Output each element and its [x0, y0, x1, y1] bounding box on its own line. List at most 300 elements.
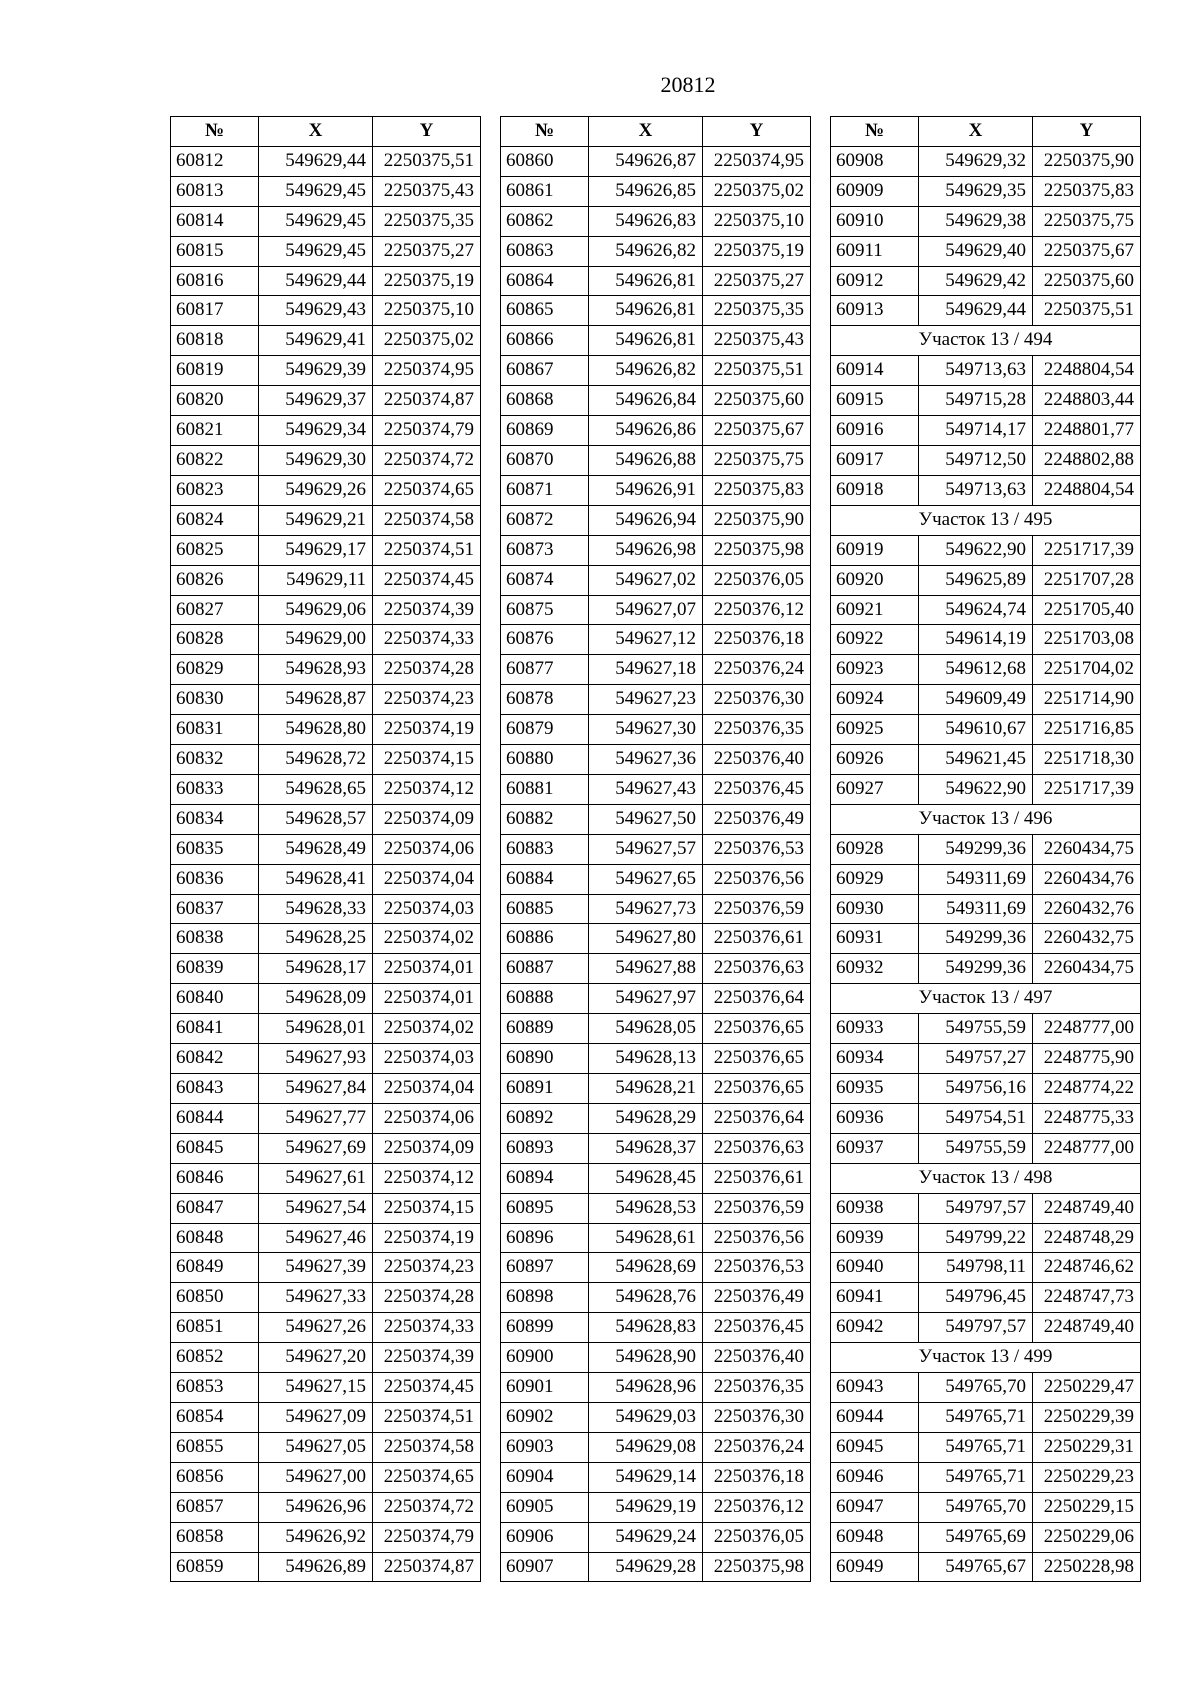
y-coordinate: 2250376,63 [703, 1133, 811, 1163]
y-coordinate: 2250376,64 [703, 1103, 811, 1133]
section-title: Участок 13 / 494 [831, 326, 1141, 356]
y-coordinate: 2251717,39 [1033, 535, 1141, 565]
y-coordinate: 2250375,35 [373, 206, 481, 236]
table-row [171, 326, 481, 356]
point-number: 60932 [831, 954, 919, 984]
x-coordinate: 549622,90 [919, 774, 1033, 804]
y-coordinate: 2248747,73 [1033, 1283, 1141, 1313]
point-number: 60840 [171, 984, 259, 1014]
point-number: 60824 [171, 505, 259, 535]
table-row [831, 535, 1141, 565]
table-row [171, 236, 481, 266]
x-coordinate: 549628,17 [259, 954, 373, 984]
x-coordinate: 549311,69 [919, 894, 1033, 924]
table-row [831, 745, 1141, 775]
y-coordinate: 2250374,79 [373, 416, 481, 446]
y-coordinate: 2250376,59 [703, 1193, 811, 1223]
header-x: X [259, 117, 373, 147]
section-row [831, 505, 1141, 535]
x-coordinate: 549627,00 [259, 1462, 373, 1492]
point-number: 60916 [831, 416, 919, 446]
x-coordinate: 549627,18 [589, 655, 703, 685]
y-coordinate: 2250376,12 [703, 595, 811, 625]
x-coordinate: 549629,35 [919, 176, 1033, 206]
table-row [501, 386, 811, 416]
point-number: 60882 [501, 804, 589, 834]
point-number: 60828 [171, 625, 259, 655]
x-coordinate: 549626,98 [589, 535, 703, 565]
y-coordinate: 2250374,28 [373, 1283, 481, 1313]
header-number: № [831, 117, 919, 147]
table-row [171, 535, 481, 565]
point-number: 60842 [171, 1044, 259, 1074]
table-row [171, 416, 481, 446]
table-row [171, 1014, 481, 1044]
y-coordinate: 2250374,65 [373, 1462, 481, 1492]
x-coordinate: 549627,69 [259, 1133, 373, 1163]
point-number: 60946 [831, 1462, 919, 1492]
point-number: 60821 [171, 416, 259, 446]
y-coordinate: 2250374,58 [373, 1432, 481, 1462]
x-coordinate: 549626,82 [589, 236, 703, 266]
y-coordinate: 2250376,45 [703, 1313, 811, 1343]
point-number: 60915 [831, 386, 919, 416]
point-number: 60930 [831, 894, 919, 924]
y-coordinate: 2250376,30 [703, 685, 811, 715]
x-coordinate: 549628,25 [259, 924, 373, 954]
table-row [171, 1163, 481, 1193]
x-coordinate: 549629,17 [259, 535, 373, 565]
section-row [831, 1343, 1141, 1373]
table-row [501, 356, 811, 386]
table-row [171, 924, 481, 954]
x-coordinate: 549627,20 [259, 1343, 373, 1373]
table-row [501, 1343, 811, 1373]
table-row [831, 1283, 1141, 1313]
table-row [501, 1462, 811, 1492]
table-row [831, 1373, 1141, 1403]
y-coordinate: 2250374,33 [373, 625, 481, 655]
table-row [501, 984, 811, 1014]
point-number: 60839 [171, 954, 259, 984]
table-row [831, 1193, 1141, 1223]
point-number: 60903 [501, 1432, 589, 1462]
y-coordinate: 2248801,77 [1033, 416, 1141, 446]
table-row [831, 266, 1141, 296]
table-row [501, 266, 811, 296]
x-coordinate: 549627,30 [589, 715, 703, 745]
x-coordinate: 549627,73 [589, 894, 703, 924]
point-number: 60813 [171, 176, 259, 206]
table-row [501, 326, 811, 356]
x-coordinate: 549628,05 [589, 1014, 703, 1044]
table-row [831, 1313, 1141, 1343]
y-coordinate: 2260434,76 [1033, 864, 1141, 894]
table-row [831, 685, 1141, 715]
table-row [831, 1223, 1141, 1253]
x-coordinate: 549626,81 [589, 266, 703, 296]
table-row [831, 565, 1141, 595]
y-coordinate: 2250376,05 [703, 565, 811, 595]
point-number: 60841 [171, 1014, 259, 1044]
table-row [171, 1522, 481, 1552]
x-coordinate: 549628,65 [259, 774, 373, 804]
y-coordinate: 2250374,09 [373, 1133, 481, 1163]
x-coordinate: 549626,94 [589, 505, 703, 535]
y-coordinate: 2250375,98 [703, 1552, 811, 1582]
y-coordinate: 2248775,90 [1033, 1044, 1141, 1074]
y-coordinate: 2250374,87 [373, 1552, 481, 1582]
x-coordinate: 549627,97 [589, 984, 703, 1014]
point-number: 60936 [831, 1103, 919, 1133]
point-number: 60825 [171, 535, 259, 565]
point-number: 60890 [501, 1044, 589, 1074]
table-row [831, 146, 1141, 176]
table-row [171, 715, 481, 745]
point-number: 60864 [501, 266, 589, 296]
x-coordinate: 549765,70 [919, 1373, 1033, 1403]
table-row [501, 1402, 811, 1432]
y-coordinate: 2250229,06 [1033, 1522, 1141, 1552]
y-coordinate: 2250375,51 [1033, 296, 1141, 326]
coordinate-table-3 [830, 116, 1141, 1582]
table-row [171, 296, 481, 326]
table-row [831, 1522, 1141, 1552]
y-coordinate: 2251717,39 [1033, 774, 1141, 804]
y-coordinate: 2250374,06 [373, 834, 481, 864]
y-coordinate: 2248748,29 [1033, 1223, 1141, 1253]
table-row [171, 1223, 481, 1253]
point-number: 60910 [831, 206, 919, 236]
x-coordinate: 549626,91 [589, 475, 703, 505]
x-coordinate: 549628,37 [589, 1133, 703, 1163]
table-row [501, 1163, 811, 1193]
header-number: № [501, 117, 589, 147]
x-coordinate: 549628,53 [589, 1193, 703, 1223]
point-number: 60835 [171, 834, 259, 864]
table-row [171, 655, 481, 685]
x-coordinate: 549299,36 [919, 834, 1033, 864]
table-row [501, 655, 811, 685]
table-row [831, 1014, 1141, 1044]
point-number: 60917 [831, 445, 919, 475]
point-number: 60899 [501, 1313, 589, 1343]
table-row [501, 505, 811, 535]
x-coordinate: 549629,24 [589, 1522, 703, 1552]
table-row [171, 1103, 481, 1133]
point-number: 60911 [831, 236, 919, 266]
x-coordinate: 549627,15 [259, 1373, 373, 1403]
y-coordinate: 2250375,43 [703, 326, 811, 356]
y-coordinate: 2260432,76 [1033, 894, 1141, 924]
x-coordinate: 549629,32 [919, 146, 1033, 176]
x-coordinate: 549628,01 [259, 1014, 373, 1044]
point-number: 60949 [831, 1552, 919, 1582]
y-coordinate: 2250374,28 [373, 655, 481, 685]
x-coordinate: 549627,36 [589, 745, 703, 775]
table-row [501, 176, 811, 206]
x-coordinate: 549765,67 [919, 1552, 1033, 1582]
y-coordinate: 2250374,72 [373, 1492, 481, 1522]
x-coordinate: 549626,82 [589, 356, 703, 386]
y-coordinate: 2251705,40 [1033, 595, 1141, 625]
y-coordinate: 2250375,10 [703, 206, 811, 236]
x-coordinate: 549797,57 [919, 1313, 1033, 1343]
y-coordinate: 2250374,03 [373, 1044, 481, 1074]
table-row [831, 1432, 1141, 1462]
y-coordinate: 2250376,24 [703, 1432, 811, 1462]
y-coordinate: 2250376,05 [703, 1522, 811, 1552]
point-number: 60939 [831, 1223, 919, 1253]
point-number: 60904 [501, 1462, 589, 1492]
y-coordinate: 2250376,56 [703, 864, 811, 894]
table-row [501, 864, 811, 894]
x-coordinate: 549629,39 [259, 356, 373, 386]
y-coordinate: 2250229,15 [1033, 1492, 1141, 1522]
x-coordinate: 549612,68 [919, 655, 1033, 685]
x-coordinate: 549628,61 [589, 1223, 703, 1253]
point-number: 60832 [171, 745, 259, 775]
table-row [831, 834, 1141, 864]
x-coordinate: 549626,96 [259, 1492, 373, 1522]
point-number: 60830 [171, 685, 259, 715]
x-coordinate: 549627,09 [259, 1402, 373, 1432]
table-row [171, 1133, 481, 1163]
x-coordinate: 549627,26 [259, 1313, 373, 1343]
point-number: 60826 [171, 565, 259, 595]
x-coordinate: 549629,26 [259, 475, 373, 505]
point-number: 60947 [831, 1492, 919, 1522]
point-number: 60818 [171, 326, 259, 356]
table-row [171, 1283, 481, 1313]
y-coordinate: 2250374,02 [373, 924, 481, 954]
x-coordinate: 549626,83 [589, 206, 703, 236]
table-row [171, 1313, 481, 1343]
y-coordinate: 2250376,45 [703, 774, 811, 804]
point-number: 60892 [501, 1103, 589, 1133]
y-coordinate: 2251716,85 [1033, 715, 1141, 745]
point-number: 60874 [501, 565, 589, 595]
y-coordinate: 2250375,51 [373, 146, 481, 176]
point-number: 60831 [171, 715, 259, 745]
point-number: 60837 [171, 894, 259, 924]
table-row [171, 146, 481, 176]
point-number: 60865 [501, 296, 589, 326]
x-coordinate: 549626,86 [589, 416, 703, 446]
table-row [501, 894, 811, 924]
x-coordinate: 549754,51 [919, 1103, 1033, 1133]
table-row [831, 206, 1141, 236]
table-row [831, 1552, 1141, 1582]
y-coordinate: 2250375,67 [703, 416, 811, 446]
x-coordinate: 549629,42 [919, 266, 1033, 296]
table-row [171, 804, 481, 834]
table-row [501, 296, 811, 326]
point-number: 60893 [501, 1133, 589, 1163]
y-coordinate: 2250374,72 [373, 445, 481, 475]
y-coordinate: 2250376,63 [703, 954, 811, 984]
x-coordinate: 549628,93 [259, 655, 373, 685]
y-coordinate: 2250228,98 [1033, 1552, 1141, 1582]
y-coordinate: 2250376,49 [703, 1283, 811, 1313]
table-row [501, 1283, 811, 1313]
table-row [831, 1402, 1141, 1432]
table-row [171, 176, 481, 206]
table-row [831, 1133, 1141, 1163]
y-coordinate: 2250374,15 [373, 1193, 481, 1223]
x-coordinate: 549628,49 [259, 834, 373, 864]
point-number: 60902 [501, 1402, 589, 1432]
point-number: 60943 [831, 1373, 919, 1403]
point-number: 60866 [501, 326, 589, 356]
x-coordinate: 549796,45 [919, 1283, 1033, 1313]
x-coordinate: 549627,02 [589, 565, 703, 595]
point-number: 60889 [501, 1014, 589, 1044]
y-coordinate: 2250376,61 [703, 924, 811, 954]
y-coordinate: 2250376,53 [703, 834, 811, 864]
section-row [831, 1163, 1141, 1193]
y-coordinate: 2250376,59 [703, 894, 811, 924]
point-number: 60920 [831, 565, 919, 595]
y-coordinate: 2248802,88 [1033, 445, 1141, 475]
point-number: 60854 [171, 1402, 259, 1432]
x-coordinate: 549627,54 [259, 1193, 373, 1223]
x-coordinate: 549629,41 [259, 326, 373, 356]
point-number: 60857 [171, 1492, 259, 1522]
x-coordinate: 549798,11 [919, 1253, 1033, 1283]
table-row [171, 894, 481, 924]
point-number: 60870 [501, 445, 589, 475]
x-coordinate: 549627,05 [259, 1432, 373, 1462]
point-number: 60919 [831, 535, 919, 565]
point-number: 60871 [501, 475, 589, 505]
point-number: 60895 [501, 1193, 589, 1223]
x-coordinate: 549626,81 [589, 296, 703, 326]
table-row [501, 1313, 811, 1343]
point-number: 60913 [831, 296, 919, 326]
x-coordinate: 549626,84 [589, 386, 703, 416]
x-coordinate: 549713,63 [919, 475, 1033, 505]
table-row [501, 146, 811, 176]
x-coordinate: 549755,59 [919, 1014, 1033, 1044]
x-coordinate: 549713,63 [919, 356, 1033, 386]
y-coordinate: 2248804,54 [1033, 356, 1141, 386]
table-row [501, 954, 811, 984]
table-row [831, 864, 1141, 894]
x-coordinate: 549626,81 [589, 326, 703, 356]
y-coordinate: 2250376,64 [703, 984, 811, 1014]
x-coordinate: 549799,22 [919, 1223, 1033, 1253]
x-coordinate: 549628,09 [259, 984, 373, 1014]
point-number: 60869 [501, 416, 589, 446]
y-coordinate: 2250229,23 [1033, 1462, 1141, 1492]
point-number: 60872 [501, 505, 589, 535]
point-number: 60934 [831, 1044, 919, 1074]
x-coordinate: 549627,93 [259, 1044, 373, 1074]
point-number: 60928 [831, 834, 919, 864]
y-coordinate: 2250374,01 [373, 954, 481, 984]
section-row [831, 804, 1141, 834]
table-row [171, 864, 481, 894]
y-coordinate: 2250376,65 [703, 1014, 811, 1044]
x-coordinate: 549628,90 [589, 1343, 703, 1373]
y-coordinate: 2250374,95 [373, 356, 481, 386]
point-number: 60878 [501, 685, 589, 715]
y-coordinate: 2251703,08 [1033, 625, 1141, 655]
point-number: 60861 [501, 176, 589, 206]
point-number: 60863 [501, 236, 589, 266]
table-row [831, 236, 1141, 266]
y-coordinate: 2250375,75 [703, 445, 811, 475]
x-coordinate: 549627,57 [589, 834, 703, 864]
x-coordinate: 549299,36 [919, 954, 1033, 984]
x-coordinate: 549627,39 [259, 1253, 373, 1283]
point-number: 60844 [171, 1103, 259, 1133]
x-coordinate: 549712,50 [919, 445, 1033, 475]
y-coordinate: 2248803,44 [1033, 386, 1141, 416]
x-coordinate: 549629,11 [259, 565, 373, 595]
x-coordinate: 549629,00 [259, 625, 373, 655]
table-row [171, 1193, 481, 1223]
point-number: 60883 [501, 834, 589, 864]
table-row [501, 1074, 811, 1104]
x-coordinate: 549628,41 [259, 864, 373, 894]
y-coordinate: 2250374,95 [703, 146, 811, 176]
y-coordinate: 2248749,40 [1033, 1313, 1141, 1343]
point-number: 60905 [501, 1492, 589, 1522]
point-number: 60850 [171, 1283, 259, 1313]
x-coordinate: 549609,49 [919, 685, 1033, 715]
y-coordinate: 2250374,19 [373, 715, 481, 745]
point-number: 60814 [171, 206, 259, 236]
y-coordinate: 2250374,04 [373, 864, 481, 894]
table-row [171, 1432, 481, 1462]
table-row [171, 1074, 481, 1104]
table-row [831, 954, 1141, 984]
y-coordinate: 2250374,65 [373, 475, 481, 505]
y-coordinate: 2250374,51 [373, 535, 481, 565]
header-y: Y [703, 117, 811, 147]
table-row [501, 685, 811, 715]
section-title: Участок 13 / 497 [831, 984, 1141, 1014]
y-coordinate: 2250375,27 [373, 236, 481, 266]
x-coordinate: 549765,71 [919, 1402, 1033, 1432]
x-coordinate: 549626,92 [259, 1522, 373, 1552]
point-number: 60875 [501, 595, 589, 625]
x-coordinate: 549765,71 [919, 1462, 1033, 1492]
x-coordinate: 549629,06 [259, 595, 373, 625]
table-row [171, 685, 481, 715]
y-coordinate: 2250374,04 [373, 1074, 481, 1104]
table-row [501, 1522, 811, 1552]
point-number: 60858 [171, 1522, 259, 1552]
y-coordinate: 2250374,02 [373, 1014, 481, 1044]
y-coordinate: 2250374,03 [373, 894, 481, 924]
y-coordinate: 2250374,33 [373, 1313, 481, 1343]
table-row [171, 625, 481, 655]
y-coordinate: 2248777,00 [1033, 1014, 1141, 1044]
point-number: 60909 [831, 176, 919, 206]
y-coordinate: 2250374,58 [373, 505, 481, 535]
y-coordinate: 2260434,75 [1033, 954, 1141, 984]
point-number: 60881 [501, 774, 589, 804]
table-row [501, 565, 811, 595]
x-coordinate: 549629,30 [259, 445, 373, 475]
table-row [171, 206, 481, 236]
table-row [831, 386, 1141, 416]
x-coordinate: 549629,38 [919, 206, 1033, 236]
table-row [501, 715, 811, 745]
